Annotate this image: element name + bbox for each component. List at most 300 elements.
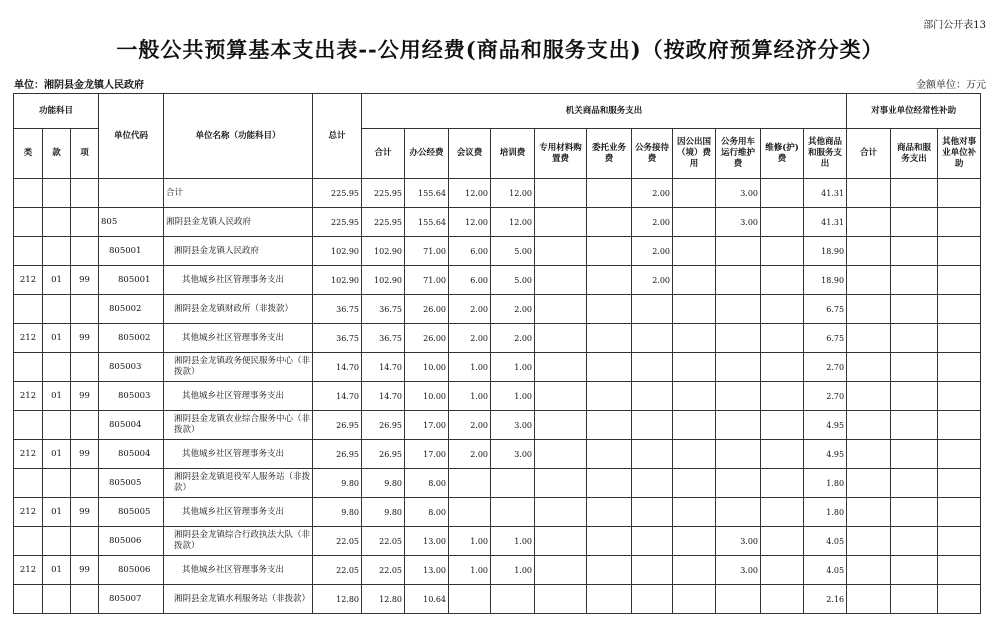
header-office-fee: 办公经费 [405,129,449,179]
cell-lei: 212 [14,498,43,527]
cell-hj: 26.95 [362,411,405,440]
cell-wx [761,179,804,208]
cell-wx [761,353,804,382]
cell-qt: 6.75 [804,324,847,353]
cell-wt [587,411,632,440]
form-code: 部门公开表13 [923,20,986,31]
cell-gc: 3.00 [716,556,761,585]
cell-wx [761,382,804,411]
cell-total: 102.90 [313,237,362,266]
cell-total: 102.90 [313,266,362,295]
cell-hy: 1.00 [449,382,491,411]
cell-cg [673,208,716,237]
cell-xiang [71,295,99,324]
cell-kuan [43,469,71,498]
cell-zy [535,179,587,208]
cell-qt: 4.05 [804,527,847,556]
cell-jd [632,440,673,469]
cell-zy [535,411,587,440]
cell-s-qt [938,411,981,440]
cell-gc: 3.00 [716,208,761,237]
cell-code [99,179,164,208]
cell-s-sp [891,208,938,237]
cell-cg [673,498,716,527]
cell-name: 合计 [164,179,313,208]
header-overseas: 因公出国（境）费用 [673,129,716,179]
cell-px [491,469,535,498]
cell-name: 其他城乡社区管理事务支出 [164,324,313,353]
cell-s-hj [847,498,891,527]
cell-name: 其他城乡社区管理事务支出 [164,498,313,527]
header-subsidy-other: 其他对事业单位补助 [938,129,981,179]
cell-px [491,585,535,614]
table-row [14,469,981,498]
cell-kuan [43,179,71,208]
cell-zy [535,382,587,411]
cell-hj: 225.95 [362,179,405,208]
cell-name: 湘阴县金龙镇人民政府 [164,237,313,266]
cell-qt: 4.95 [804,411,847,440]
cell-s-hj [847,179,891,208]
table-row [14,266,981,295]
cell-xiang [71,527,99,556]
cell-cg [673,237,716,266]
cell-hj: 22.05 [362,527,405,556]
cell-kuan: 01 [43,266,71,295]
cell-s-hj [847,556,891,585]
cell-name: 湘阴县金龙镇人民政府 [164,208,313,237]
table-row [14,556,981,585]
cell-wt [587,498,632,527]
cell-code: 805002 [99,324,164,353]
cell-total: 9.80 [313,469,362,498]
page-title: 一般公共预算基本支出表--公用经费(商品和服务支出)（按政府预算经济分类） [116,37,884,62]
cell-hj: 14.70 [362,353,405,382]
cell-xiang [71,469,99,498]
header-training-fee: 培训费 [491,129,535,179]
cell-s-sp [891,585,938,614]
cell-hj: 14.70 [362,382,405,411]
cell-name: 其他城乡社区管理事务支出 [164,440,313,469]
cell-px: 2.00 [491,324,535,353]
cell-s-sp [891,411,938,440]
cell-gc [716,237,761,266]
cell-s-sp [891,382,938,411]
cell-zy [535,324,587,353]
cell-total: 14.70 [313,353,362,382]
cell-qt: 4.05 [804,556,847,585]
cell-kuan: 01 [43,382,71,411]
cell-hy: 12.00 [449,179,491,208]
header-maintenance: 维修(护)费 [761,129,804,179]
cell-code: 805006 [99,527,164,556]
cell-name: 湘阴县金龙镇水利服务站（非拨款） [164,585,313,614]
table-row [14,585,981,614]
cell-jd: 2.00 [632,179,673,208]
table-row [14,237,981,266]
cell-s-sp [891,237,938,266]
cell-s-hj [847,208,891,237]
cell-zy [535,208,587,237]
cell-gc [716,469,761,498]
cell-gc: 3.00 [716,179,761,208]
cell-s-sp [891,556,938,585]
cell-wt [587,295,632,324]
cell-cg [673,440,716,469]
cell-wt [587,440,632,469]
cell-s-qt [938,585,981,614]
cell-wt [587,585,632,614]
table-row [14,324,981,353]
cell-cg [673,556,716,585]
cell-s-qt [938,556,981,585]
cell-s-qt [938,382,981,411]
cell-qt: 1.80 [804,498,847,527]
cell-wt [587,527,632,556]
cell-total: 22.05 [313,527,362,556]
cell-name: 湘阴县金龙镇政务便民服务中心（非拨款） [164,353,313,382]
cell-px: 1.00 [491,382,535,411]
cell-qt: 18.90 [804,266,847,295]
cell-bg: 13.00 [405,527,449,556]
cell-xiang: 99 [71,498,99,527]
cell-xiang [71,208,99,237]
table-row [14,382,981,411]
cell-px: 1.00 [491,353,535,382]
cell-s-sp [891,469,938,498]
cell-s-sp [891,353,938,382]
cell-jd: 2.00 [632,266,673,295]
cell-hj: 36.75 [362,295,405,324]
cell-code: 805003 [99,353,164,382]
cell-xiang [71,353,99,382]
cell-s-qt [938,498,981,527]
cell-zy [535,469,587,498]
cell-gc [716,585,761,614]
header-commissioned: 委托业务费 [587,129,632,179]
cell-gc [716,382,761,411]
cell-qt: 41.31 [804,208,847,237]
cell-total: 26.95 [313,411,362,440]
cell-kuan [43,353,71,382]
cell-kuan: 01 [43,498,71,527]
cell-qt: 4.95 [804,440,847,469]
cell-px: 12.00 [491,208,535,237]
table-row [14,353,981,382]
cell-zy [535,237,587,266]
cell-kuan [43,208,71,237]
cell-lei [14,295,43,324]
cell-zy [535,498,587,527]
header-unit-name: 单位名称（功能科目） [164,94,313,179]
cell-jd [632,295,673,324]
cell-code: 805001 [99,237,164,266]
cell-lei [14,469,43,498]
cell-s-hj [847,295,891,324]
cell-bg: 13.00 [405,556,449,585]
header-subsidy-group: 对事业单位经常性补助 [847,94,981,129]
cell-qt: 2.16 [804,585,847,614]
cell-s-qt [938,440,981,469]
cell-code: 805004 [99,440,164,469]
cell-kuan [43,527,71,556]
cell-wx [761,469,804,498]
cell-jd [632,324,673,353]
cell-wx [761,411,804,440]
cell-total: 225.95 [313,208,362,237]
cell-bg: 155.64 [405,179,449,208]
cell-wt [587,237,632,266]
cell-jd [632,353,673,382]
cell-zy [535,556,587,585]
cell-jd: 2.00 [632,208,673,237]
cell-s-sp [891,266,938,295]
cell-code: 805005 [99,469,164,498]
cell-s-hj [847,527,891,556]
cell-gc [716,411,761,440]
cell-s-qt [938,469,981,498]
cell-zy [535,266,587,295]
cell-xiang: 99 [71,382,99,411]
header-goods-group: 机关商品和服务支出 [362,94,847,129]
table-row [14,208,981,237]
cell-wt [587,382,632,411]
cell-code: 805002 [99,295,164,324]
cell-zy [535,353,587,382]
cell-bg: 8.00 [405,469,449,498]
cell-gc [716,266,761,295]
cell-gc [716,295,761,324]
cell-wt [587,353,632,382]
cell-kuan: 01 [43,440,71,469]
cell-xiang [71,237,99,266]
cell-lei [14,237,43,266]
cell-jd [632,382,673,411]
cell-lei [14,353,43,382]
cell-qt: 2.70 [804,353,847,382]
cell-hy [449,585,491,614]
cell-hy: 2.00 [449,324,491,353]
cell-s-hj [847,382,891,411]
cell-s-hj [847,324,891,353]
table-row [14,440,981,469]
cell-wt [587,208,632,237]
cell-kuan [43,295,71,324]
cell-qt: 41.31 [804,179,847,208]
cell-bg: 17.00 [405,440,449,469]
cell-s-sp [891,295,938,324]
cell-kuan: 01 [43,556,71,585]
cell-total: 9.80 [313,498,362,527]
cell-bg: 26.00 [405,324,449,353]
cell-cg [673,469,716,498]
cell-zy [535,527,587,556]
unit-label: 单位：湘阴县金龙镇人民政府 [14,80,144,91]
table-row [14,295,981,324]
header-func-subject: 功能科目 [14,94,99,129]
cell-xiang: 99 [71,556,99,585]
cell-wx [761,556,804,585]
cell-lei: 212 [14,382,43,411]
cell-lei: 212 [14,324,43,353]
header-subsidy-goods: 商品和服务支出 [891,129,938,179]
cell-hj: 12.80 [362,585,405,614]
cell-lei [14,411,43,440]
cell-s-qt [938,527,981,556]
table-row [14,179,981,208]
cell-bg: 10.64 [405,585,449,614]
cell-hj: 225.95 [362,208,405,237]
cell-name: 湘阴县金龙镇综合行政执法大队（非拨款） [164,527,313,556]
cell-px [491,498,535,527]
cell-s-sp [891,440,938,469]
cell-qt: 18.90 [804,237,847,266]
cell-wt [587,469,632,498]
cell-wt [587,556,632,585]
cell-kuan [43,411,71,440]
cell-hj: 9.80 [362,498,405,527]
cell-wx [761,527,804,556]
cell-gc [716,498,761,527]
cell-hy: 6.00 [449,237,491,266]
cell-qt: 6.75 [804,295,847,324]
cell-code: 805007 [99,585,164,614]
cell-jd [632,498,673,527]
cell-px: 3.00 [491,440,535,469]
cell-px: 5.00 [491,237,535,266]
header-other-goods: 其他商品和服务支出 [804,129,847,179]
header-reception: 公务接待费 [632,129,673,179]
cell-jd [632,585,673,614]
cell-total: 14.70 [313,382,362,411]
cell-hj: 102.90 [362,237,405,266]
cell-wx [761,208,804,237]
cell-kuan [43,585,71,614]
cell-bg: 10.00 [405,353,449,382]
cell-s-hj [847,411,891,440]
cell-bg: 155.64 [405,208,449,237]
header-xiang: 项 [71,129,99,179]
cell-wt [587,266,632,295]
cell-jd [632,556,673,585]
cell-bg: 71.00 [405,237,449,266]
cell-wx [761,266,804,295]
header-goods-total: 合计 [362,129,405,179]
cell-kuan [43,237,71,266]
cell-name: 其他城乡社区管理事务支出 [164,556,313,585]
table-row [14,527,981,556]
cell-code: 805 [99,208,164,237]
cell-zy [535,585,587,614]
cell-wx [761,440,804,469]
cell-zy [535,440,587,469]
cell-wx [761,237,804,266]
cell-s-qt [938,266,981,295]
cell-xiang [71,179,99,208]
cell-hj: 22.05 [362,556,405,585]
cell-xiang: 99 [71,440,99,469]
table-body [14,179,981,614]
cell-s-qt [938,237,981,266]
cell-total: 36.75 [313,295,362,324]
cell-px: 2.00 [491,295,535,324]
cell-lei [14,179,43,208]
cell-qt: 2.70 [804,382,847,411]
cell-s-hj [847,440,891,469]
budget-table [13,93,981,614]
cell-px: 3.00 [491,411,535,440]
cell-s-sp [891,498,938,527]
cell-wt [587,179,632,208]
cell-s-hj [847,266,891,295]
cell-hj: 26.95 [362,440,405,469]
cell-total: 36.75 [313,324,362,353]
cell-cg [673,382,716,411]
cell-gc [716,440,761,469]
cell-hy: 12.00 [449,208,491,237]
header-kuan: 款 [43,129,71,179]
cell-wx [761,585,804,614]
cell-code: 805004 [99,411,164,440]
cell-px: 1.00 [491,556,535,585]
cell-cg [673,295,716,324]
cell-s-hj [847,585,891,614]
cell-xiang [71,585,99,614]
cell-bg: 17.00 [405,411,449,440]
cell-total: 26.95 [313,440,362,469]
table-row [14,498,981,527]
cell-hj: 9.80 [362,469,405,498]
cell-jd [632,527,673,556]
cell-total: 12.80 [313,585,362,614]
cell-s-qt [938,179,981,208]
cell-code: 805006 [99,556,164,585]
cell-s-sp [891,179,938,208]
cell-gc: 3.00 [716,527,761,556]
cell-cg [673,411,716,440]
cell-name: 湘阴县金龙镇退役军人服务站（非拨款） [164,469,313,498]
cell-s-qt [938,295,981,324]
cell-code: 805005 [99,498,164,527]
cell-xiang [71,411,99,440]
cell-kuan: 01 [43,324,71,353]
amount-unit: 金额单位：万元 [916,80,986,91]
cell-lei: 212 [14,266,43,295]
cell-bg: 10.00 [405,382,449,411]
cell-s-sp [891,324,938,353]
cell-qt: 1.80 [804,469,847,498]
cell-xiang: 99 [71,324,99,353]
header-vehicle: 公务用车运行维护费 [716,129,761,179]
cell-cg [673,266,716,295]
cell-hj: 102.90 [362,266,405,295]
cell-lei: 212 [14,556,43,585]
cell-jd [632,469,673,498]
cell-wx [761,295,804,324]
cell-zy [535,295,587,324]
cell-xiang: 99 [71,266,99,295]
cell-lei [14,527,43,556]
cell-gc [716,324,761,353]
cell-bg: 71.00 [405,266,449,295]
cell-hy: 6.00 [449,266,491,295]
cell-gc [716,353,761,382]
table-row [14,411,981,440]
cell-hy: 2.00 [449,411,491,440]
cell-lei [14,208,43,237]
cell-cg [673,324,716,353]
cell-s-qt [938,324,981,353]
